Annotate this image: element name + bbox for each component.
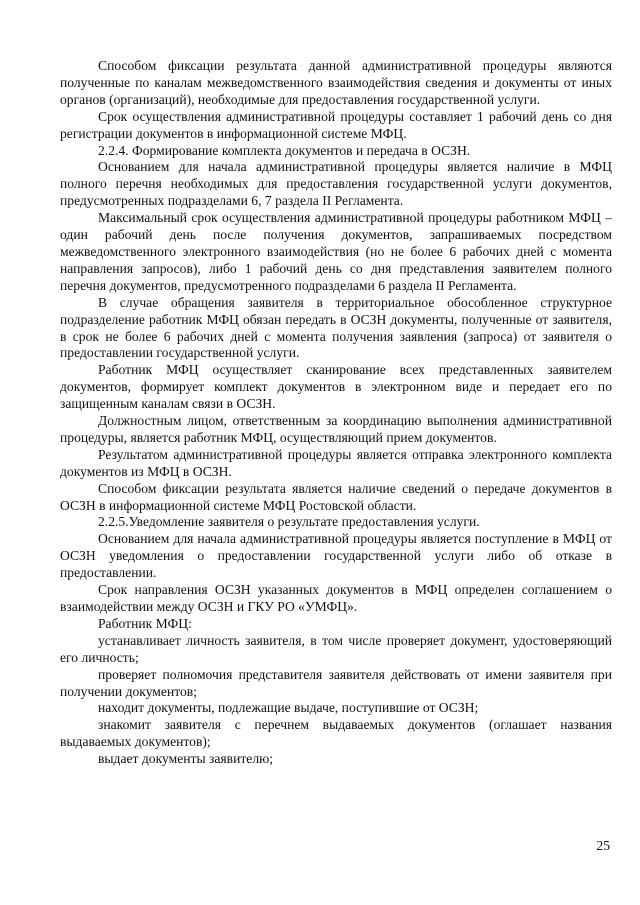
list-item: выдает документы заявителю; [98,751,274,767]
paragraph: В случае обращения заявителя в территориальное обособленное структурное подразделение работник МФЦ обязан передать в ОСЗН документы, полученные от заявителя, в срок не более 6 рабочих дней с момента получения заявления (запроса) от заявителя о предоставлении государственной услуги. [60,294,612,361]
paragraph: Способом фиксации результата данной административной процедуры являются полученные по каналам межведомственного взаимодействия сведения и документы от иных органов (организаций), необходимые для предоставления государственной услуги. [60,58,612,107]
paragraph: Работник МФЦ: [98,615,192,631]
document-body [60,58,612,768]
paragraph: Способом фиксации результата является наличие сведений о передаче документов в ОСЗН в информационной системе МФЦ Ростовской области. [60,480,612,513]
section-heading: 2.2.4. Формирование комплекта документов и передача в ОСЗН. [98,142,471,158]
paragraph: Основанием для начала административной процедуры является наличие в МФЦ полного перечня необходимых для предоставления государственной услуги документов, предусмотренных подразделами 6, 7 раздела II Регламента. [60,159,612,209]
paragraph: Должностным лицом, ответственным за координацию выполнения административной процедуры, является работник МФЦ, осуществляющий прием документов. [60,413,612,445]
section-heading: 2.2.5.Уведомление заявителя о результате предоставления услуги. [98,514,480,530]
list-item: находит документы, подлежащие выдаче, поступившие от ОСЗН; [98,700,479,716]
list-item: знакомит заявителя с перечнем выдаваемых документов (оглашает названия выдаваемых документов); [60,717,612,750]
page-number: 25 [596,838,610,853]
paragraph: Срок направления ОСЗН указанных документов в МФЦ определен соглашением о взаимодействии между ОСЗН и ГКУ РО «УМФЦ». [60,582,612,614]
paragraph: Максимальный срок осуществления административной процедуры работником МФЦ – один рабочий день после получения документов, запрашиваемых посредством межведомственного электронного взаимодействия (но не более 6 рабочих дней с момента направления запросов), либо 1 рабочий день со дня представления заявителем полного перечня документов, предусмотренного подразделами 6 раздела II Регламента. [60,210,612,293]
paragraph: Основанием для начала административной процедуры является поступление в МФЦ от ОСЗН уведомления о предоставлении государственной услуги либо об отказе в предоставлении. [60,531,612,581]
paragraph: Работник МФЦ осуществляет сканирование всех представленных заявителем документов, формирует комплект документов в электронном виде и передает его по защищенным каналам связи в ОСЗН. [60,362,612,412]
paragraph: Срок осуществления административной процедуры составляет 1 рабочий день со дня регистрации документов в информационной системе МФЦ. [60,108,612,141]
list-item: устанавливает личность заявителя, в том числе проверяет документ, удостоверяющий его личность; [60,632,612,665]
paragraph: Результатом административной процедуры является отправка электронного комплекта документов из МФЦ в ОСЗН. [60,446,612,479]
list-item: проверяет полномочия представителя заявителя действовать от имени заявителя при получении документов; [60,666,612,699]
